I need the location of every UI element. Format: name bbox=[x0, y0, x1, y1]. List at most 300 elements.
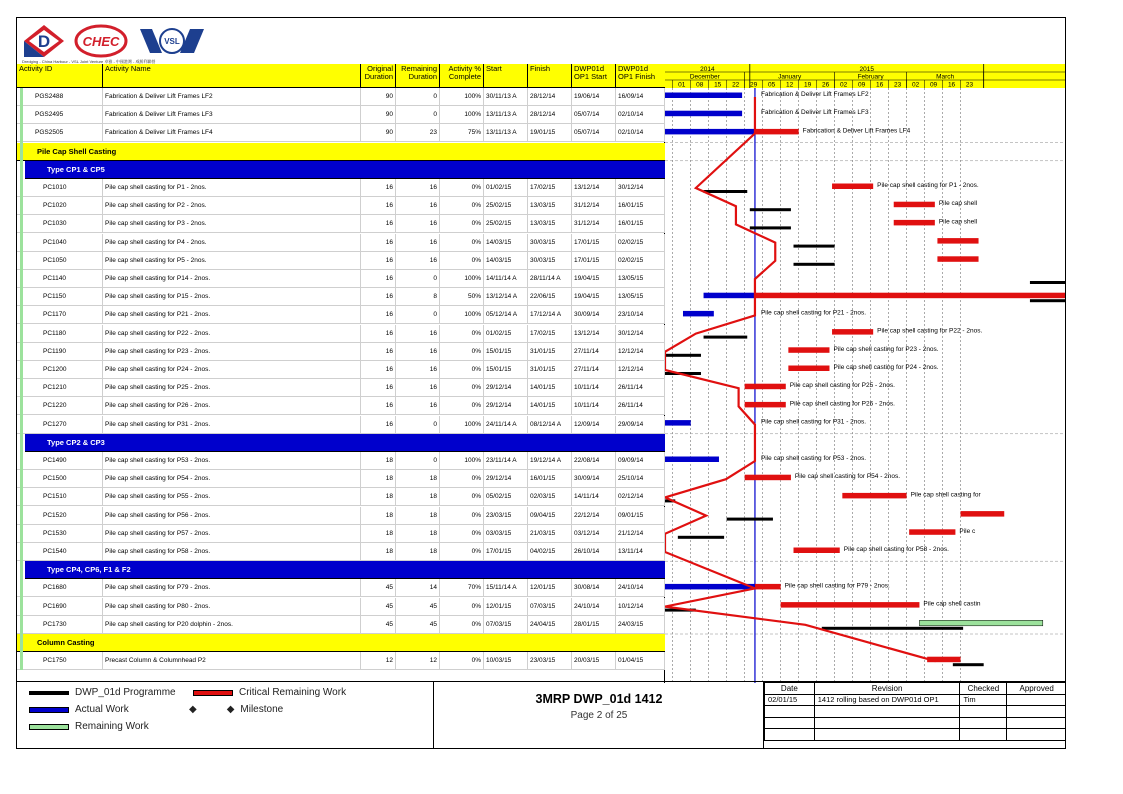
activity-name: Pile cap shell casting for P24 - 2nos. bbox=[103, 361, 361, 379]
activity-name: Pile cap shell casting for P5 - 2nos. bbox=[103, 252, 361, 270]
percent-complete: 50% bbox=[440, 288, 484, 306]
subgroup-header[interactable]: Type CP1 & CP5 bbox=[25, 161, 665, 179]
week-label: 19 bbox=[804, 81, 812, 89]
table-row[interactable] bbox=[17, 179, 665, 197]
finish-date: 31/01/15 bbox=[528, 343, 572, 361]
rev-header-revision: Revision bbox=[814, 683, 960, 695]
op1-start: 17/01/15 bbox=[572, 234, 616, 252]
remaining-duration: 18 bbox=[396, 543, 440, 561]
bar-label: Pile cap shell casting for P24 - 2nos. bbox=[833, 364, 939, 371]
finish-date: 30/03/15 bbox=[528, 252, 572, 270]
baseline-bar bbox=[953, 663, 984, 666]
remaining-duration: 0 bbox=[396, 270, 440, 288]
rev-header-approved: Approved bbox=[1007, 683, 1066, 695]
table-row[interactable] bbox=[17, 543, 665, 561]
remaining-duration: 16 bbox=[396, 325, 440, 343]
activity-name: Pile cap shell casting for P23 - 2nos. bbox=[103, 343, 361, 361]
op1-finish: 10/12/14 bbox=[616, 598, 665, 616]
finish-date: 07/03/15 bbox=[528, 598, 572, 616]
percent-complete: 100% bbox=[440, 88, 484, 106]
op1-start: 30/08/14 bbox=[572, 579, 616, 597]
original-duration: 16 bbox=[361, 234, 396, 252]
baseline-bar bbox=[1030, 281, 1066, 284]
start-date: 13/12/14 A bbox=[484, 288, 528, 306]
finish-date: 09/04/15 bbox=[528, 507, 572, 525]
col-op1-start[interactable]: DWP01d OP1 Start bbox=[572, 64, 616, 88]
week-label: 02 bbox=[840, 81, 848, 89]
op1-finish: 02/10/14 bbox=[616, 106, 665, 124]
col-remaining-duration[interactable]: Remaining Duration bbox=[396, 64, 440, 88]
activity-name: Pile cap shell casting for P53 - 2nos. bbox=[103, 452, 361, 470]
percent-complete: 0% bbox=[440, 543, 484, 561]
actual-bar bbox=[665, 129, 755, 135]
critical-bar bbox=[755, 293, 1066, 299]
actual-bar bbox=[665, 584, 755, 590]
original-duration: 16 bbox=[361, 252, 396, 270]
finish-date: 13/03/15 bbox=[528, 215, 572, 233]
op1-finish: 12/12/14 bbox=[616, 361, 665, 379]
remaining-duration: 23 bbox=[396, 124, 440, 142]
op1-start: 30/09/14 bbox=[572, 470, 616, 488]
table-row[interactable] bbox=[17, 379, 665, 397]
gantt-chart bbox=[665, 64, 1066, 683]
op1-finish: 13/11/14 bbox=[616, 543, 665, 561]
week-label: 23 bbox=[965, 81, 974, 89]
activity-name: Pile cap shell casting for P54 - 2nos. bbox=[103, 470, 361, 488]
week-label: 09 bbox=[929, 81, 938, 89]
start-date: 15/11/14 A bbox=[484, 579, 528, 597]
critical-bar bbox=[788, 366, 829, 372]
op1-finish: 25/10/14 bbox=[616, 470, 665, 488]
col-original-duration[interactable]: Original Duration bbox=[361, 64, 396, 88]
col-op1-finish[interactable]: DWP01d OP1 Finish bbox=[618, 64, 656, 81]
percent-complete: 100% bbox=[440, 106, 484, 124]
percent-complete: 0% bbox=[440, 488, 484, 506]
activity-id: PC1190 bbox=[17, 343, 103, 361]
remaining-bar bbox=[919, 620, 1042, 626]
original-duration: 18 bbox=[361, 507, 396, 525]
original-duration: 16 bbox=[361, 215, 396, 233]
finish-date: 04/02/15 bbox=[528, 543, 572, 561]
critical-bar bbox=[842, 493, 906, 499]
activity-id: PC1750 bbox=[17, 652, 103, 670]
percent-complete: 0% bbox=[440, 397, 484, 415]
rev-header-checked: Checked bbox=[960, 683, 1007, 695]
original-duration: 90 bbox=[361, 88, 396, 106]
finish-date: 17/02/15 bbox=[528, 325, 572, 343]
legend-actual bbox=[29, 704, 129, 715]
start-date: 15/01/15 bbox=[484, 343, 528, 361]
remaining-duration: 12 bbox=[396, 652, 440, 670]
op1-start: 13/12/14 bbox=[572, 325, 616, 343]
activity-id: PC1140 bbox=[17, 270, 103, 288]
baseline-bar bbox=[750, 208, 791, 211]
table-row[interactable] bbox=[17, 306, 665, 324]
gantt-svg bbox=[665, 64, 1066, 683]
svg-text:CHEC: CHEC bbox=[82, 34, 120, 49]
percent-complete: 0% bbox=[440, 343, 484, 361]
percent-complete: 0% bbox=[440, 470, 484, 488]
finish-date: 30/03/15 bbox=[528, 234, 572, 252]
table-row[interactable] bbox=[17, 288, 665, 306]
op1-start: 31/12/14 bbox=[572, 215, 616, 233]
bar-label: Pile cap shell casting for P21 - 2nos. bbox=[760, 309, 867, 317]
table-row[interactable] bbox=[17, 507, 665, 525]
remaining-duration: 45 bbox=[396, 598, 440, 616]
activity-id: PC1050 bbox=[17, 252, 103, 270]
baseline-bar bbox=[794, 263, 835, 266]
percent-complete: 0% bbox=[440, 616, 484, 634]
legend-remaining bbox=[29, 721, 149, 732]
table-row[interactable] bbox=[17, 343, 665, 361]
month-label: January bbox=[778, 73, 802, 81]
legend-programme bbox=[29, 687, 176, 698]
rev-checked: Tim bbox=[960, 694, 1007, 706]
start-date: 14/03/15 bbox=[484, 234, 528, 252]
op1-start: 12/09/14 bbox=[572, 416, 616, 434]
start-date: 13/11/13 A bbox=[484, 106, 528, 124]
op1-finish: 02/12/14 bbox=[616, 488, 665, 506]
col-finish[interactable]: Finish bbox=[528, 64, 572, 88]
finish-date: 28/11/14 A bbox=[528, 270, 572, 288]
original-duration: 18 bbox=[361, 488, 396, 506]
activity-name: Pile cap shell casting for P55 - 2nos. bbox=[103, 488, 361, 506]
critical-bar bbox=[894, 220, 935, 226]
activity-id: PC1170 bbox=[17, 306, 103, 324]
original-duration: 18 bbox=[361, 470, 396, 488]
table-row[interactable] bbox=[17, 616, 665, 634]
week-label: 02 bbox=[911, 81, 920, 89]
year-label: 2014 bbox=[700, 66, 715, 73]
start-date: 01/02/15 bbox=[484, 325, 528, 343]
start-date: 25/02/15 bbox=[484, 215, 528, 233]
original-duration: 90 bbox=[361, 124, 396, 142]
finish-date: 17/12/14 A bbox=[528, 306, 572, 324]
op1-start: 05/07/14 bbox=[572, 106, 616, 124]
critical-bar bbox=[894, 202, 935, 208]
finish-date: 13/03/15 bbox=[528, 197, 572, 215]
remaining-duration: 16 bbox=[396, 252, 440, 270]
op1-finish: 30/12/14 bbox=[616, 325, 665, 343]
activity-name: Pile cap shell casting for P21 - 2nos. bbox=[103, 306, 361, 324]
activity-name: Fabrication & Deliver Lift Frames LF4 bbox=[103, 124, 361, 142]
percent-complete: 100% bbox=[440, 306, 484, 324]
week-label: 26 bbox=[822, 81, 830, 89]
rev-date: 02/01/15 bbox=[765, 694, 815, 706]
op1-finish: 13/05/15 bbox=[616, 270, 665, 288]
remaining-duration: 18 bbox=[396, 507, 440, 525]
activity-table bbox=[17, 64, 665, 683]
table-row[interactable] bbox=[17, 416, 665, 434]
finish-date: 23/03/15 bbox=[528, 652, 572, 670]
percent-complete: 0% bbox=[440, 215, 484, 233]
op1-start: 28/01/15 bbox=[572, 616, 616, 634]
table-row[interactable] bbox=[17, 270, 665, 288]
op1-finish: 02/10/14 bbox=[616, 124, 665, 142]
remaining-duration: 16 bbox=[396, 379, 440, 397]
op1-finish: 16/01/15 bbox=[616, 197, 665, 215]
critical-bar bbox=[745, 384, 786, 390]
baseline-bar bbox=[678, 536, 724, 539]
activity-name: Pile cap shell casting for P4 - 2nos. bbox=[103, 234, 361, 252]
week-label: 01 bbox=[678, 81, 686, 89]
start-date: 29/12/14 bbox=[484, 397, 528, 415]
table-row[interactable] bbox=[17, 470, 665, 488]
week-label: 29 bbox=[750, 81, 758, 89]
op1-finish: 23/10/14 bbox=[616, 306, 665, 324]
op1-start: 14/11/14 bbox=[572, 488, 616, 506]
activity-id: PC1530 bbox=[17, 525, 103, 543]
original-duration: 16 bbox=[361, 397, 396, 415]
baseline-bar bbox=[750, 226, 791, 229]
legend-programme-label: DWP_01d Programme bbox=[75, 687, 176, 698]
percent-complete: 100% bbox=[440, 452, 484, 470]
title-block bbox=[434, 682, 764, 749]
bar-label: Pile cap shell casting for P22 - 2nos. bbox=[877, 327, 983, 335]
activity-id: PC1540 bbox=[17, 543, 103, 561]
activity-id: PGS2505 bbox=[17, 124, 103, 142]
finish-date: 31/01/15 bbox=[528, 361, 572, 379]
chec-logo bbox=[74, 23, 128, 59]
finish-date: 17/02/15 bbox=[528, 179, 572, 197]
week-label: 23 bbox=[893, 81, 902, 89]
op1-start: 22/08/14 bbox=[572, 452, 616, 470]
activity-name: Pile cap shell casting for P3 - 2nos. bbox=[103, 215, 361, 233]
percent-complete: 0% bbox=[440, 379, 484, 397]
remaining-duration: 18 bbox=[396, 488, 440, 506]
legend-milestone bbox=[189, 704, 283, 715]
logo-caption: Dredging - China Harbour - VSL Joint Venture 卓雅 - 中國港灣 - 威勝利聯營 bbox=[22, 59, 156, 64]
finish-date: 14/01/15 bbox=[528, 379, 572, 397]
start-date: 15/01/15 bbox=[484, 361, 528, 379]
legend-actual-label: Actual Work bbox=[75, 704, 129, 715]
dredging-logo bbox=[22, 23, 66, 59]
actual-bar bbox=[704, 293, 755, 299]
bar-label: Pile cap shell casting for P31 - 2nos. bbox=[760, 418, 867, 426]
original-duration: 18 bbox=[361, 543, 396, 561]
bar-label: Pile cap shell castin bbox=[923, 600, 981, 608]
percent-complete: 0% bbox=[440, 234, 484, 252]
activity-id: PC1040 bbox=[17, 234, 103, 252]
page-number: Page 2 of 25 bbox=[570, 710, 628, 721]
year-label: 2015 bbox=[859, 66, 874, 73]
critical-bar bbox=[937, 238, 978, 244]
outline-strip bbox=[20, 88, 23, 670]
table-row[interactable] bbox=[17, 325, 665, 343]
table-row[interactable] bbox=[17, 452, 665, 470]
table-row[interactable] bbox=[17, 525, 665, 543]
finish-date: 14/01/15 bbox=[528, 397, 572, 415]
actual-bar bbox=[665, 111, 742, 117]
activity-id: PC1510 bbox=[17, 488, 103, 506]
col-activity-pct[interactable]: Activity % Complete bbox=[440, 64, 484, 88]
start-date: 17/01/15 bbox=[484, 543, 528, 561]
bar-label: Fabrication & Deliver Lift Frames LF3 bbox=[760, 109, 869, 117]
legend bbox=[17, 682, 434, 749]
subgroup-header[interactable]: Type CP2 & CP3 bbox=[25, 434, 665, 452]
original-duration: 16 bbox=[361, 379, 396, 397]
op1-start: 26/10/14 bbox=[572, 543, 616, 561]
op1-finish: 09/09/14 bbox=[616, 452, 665, 470]
start-date: 03/03/15 bbox=[484, 525, 528, 543]
gantt-sheet bbox=[16, 17, 1066, 749]
baseline-bar bbox=[794, 245, 835, 248]
start-date: 05/12/14 A bbox=[484, 306, 528, 324]
finish-date: 24/04/15 bbox=[528, 616, 572, 634]
actual-swatch bbox=[29, 707, 69, 713]
original-duration: 16 bbox=[361, 270, 396, 288]
week-label: 05 bbox=[768, 81, 776, 89]
activity-id: PC1210 bbox=[17, 379, 103, 397]
start-date: 05/02/15 bbox=[484, 488, 528, 506]
col-activity-id[interactable]: Activity ID bbox=[17, 64, 103, 88]
original-duration: 18 bbox=[361, 525, 396, 543]
op1-start: 24/10/14 bbox=[572, 598, 616, 616]
table-row[interactable] bbox=[17, 598, 665, 616]
activity-id: PC1030 bbox=[17, 215, 103, 233]
critical-bar bbox=[788, 347, 829, 353]
original-duration: 16 bbox=[361, 306, 396, 324]
op1-start: 10/11/14 bbox=[572, 397, 616, 415]
finish-date: 21/03/15 bbox=[528, 525, 572, 543]
remaining-duration: 16 bbox=[396, 215, 440, 233]
original-duration: 18 bbox=[361, 452, 396, 470]
activity-id: PC1490 bbox=[17, 452, 103, 470]
original-duration: 16 bbox=[361, 343, 396, 361]
remaining-duration: 16 bbox=[396, 361, 440, 379]
op1-start: 30/09/14 bbox=[572, 306, 616, 324]
percent-complete: 0% bbox=[440, 652, 484, 670]
original-duration: 45 bbox=[361, 579, 396, 597]
percent-complete: 0% bbox=[440, 252, 484, 270]
op1-start: 13/12/14 bbox=[572, 179, 616, 197]
start-date: 14/11/14 A bbox=[484, 270, 528, 288]
baseline-bar bbox=[1030, 299, 1066, 302]
op1-finish: 02/02/15 bbox=[616, 252, 665, 270]
table-row[interactable] bbox=[17, 397, 665, 415]
week-label: 09 bbox=[857, 81, 866, 89]
remaining-duration: 16 bbox=[396, 397, 440, 415]
remaining-swatch bbox=[29, 724, 69, 730]
percent-complete: 0% bbox=[440, 325, 484, 343]
activity-name: Pile cap shell casting for P31 - 2nos. bbox=[103, 416, 361, 434]
col-activity-name[interactable]: Activity Name bbox=[103, 64, 361, 88]
original-duration: 16 bbox=[361, 361, 396, 379]
table-row[interactable] bbox=[17, 579, 665, 597]
original-duration: 16 bbox=[361, 288, 396, 306]
op1-start: 19/04/15 bbox=[572, 270, 616, 288]
month-label: February bbox=[857, 73, 884, 81]
subgroup-header[interactable]: Type CP4, CP6, F1 & F2 bbox=[25, 561, 665, 579]
remaining-duration: 14 bbox=[396, 579, 440, 597]
bar-label: Pile cap shell casting for P1 - 2nos. bbox=[877, 182, 979, 189]
op1-finish: 12/12/14 bbox=[616, 343, 665, 361]
col-start[interactable]: Start bbox=[484, 64, 528, 88]
op1-start: 27/11/14 bbox=[572, 361, 616, 379]
bar-label: Pile cap shell casting for P25 - 2nos. bbox=[789, 382, 895, 390]
table-row[interactable] bbox=[17, 106, 665, 124]
remaining-duration: 45 bbox=[396, 616, 440, 634]
activity-name: Pile cap shell casting for P22 - 2nos. bbox=[103, 325, 361, 343]
activity-id: PC1500 bbox=[17, 470, 103, 488]
table-row[interactable] bbox=[17, 652, 665, 670]
original-duration: 90 bbox=[361, 106, 396, 124]
op1-finish: 02/02/15 bbox=[616, 234, 665, 252]
activity-id: PC1010 bbox=[17, 179, 103, 197]
milestone-icon: ◆ bbox=[226, 704, 235, 715]
start-date: 30/11/13 A bbox=[484, 88, 528, 106]
table-row[interactable] bbox=[17, 197, 665, 215]
op1-start: 19/04/15 bbox=[572, 288, 616, 306]
finish-date: 19/12/14 A bbox=[528, 452, 572, 470]
bar-label: Pile cap shell casting for bbox=[910, 491, 981, 499]
legend-remaining-label: Remaining Work bbox=[75, 721, 149, 732]
remaining-duration: 18 bbox=[396, 470, 440, 488]
activity-id: PC1270 bbox=[17, 416, 103, 434]
actual-bar bbox=[665, 93, 742, 99]
document-title: 3MRP DWP_01d 1412 bbox=[535, 692, 663, 706]
start-date: 24/11/14 A bbox=[484, 416, 528, 434]
table-row[interactable] bbox=[17, 88, 665, 106]
critical-bar bbox=[937, 256, 978, 262]
activity-id: PC1690 bbox=[17, 598, 103, 616]
table-row[interactable] bbox=[17, 488, 665, 506]
start-date: 23/11/14 A bbox=[484, 452, 528, 470]
percent-complete: 100% bbox=[440, 270, 484, 288]
table-row[interactable] bbox=[17, 234, 665, 252]
finish-date: 08/12/14 A bbox=[528, 416, 572, 434]
table-row[interactable] bbox=[17, 124, 665, 142]
bar-label: Pile c bbox=[959, 527, 976, 535]
op1-start: 19/06/14 bbox=[572, 88, 616, 106]
table-row[interactable] bbox=[17, 361, 665, 379]
start-date: 29/12/14 bbox=[484, 379, 528, 397]
critical-bar bbox=[781, 602, 920, 608]
week-label: 12 bbox=[786, 81, 794, 89]
remaining-duration: 0 bbox=[396, 106, 440, 124]
table-row[interactable] bbox=[17, 215, 665, 233]
op1-start: 05/07/14 bbox=[572, 124, 616, 142]
activity-id: PC1020 bbox=[17, 197, 103, 215]
remaining-duration: 8 bbox=[396, 288, 440, 306]
critical-bar bbox=[755, 129, 799, 135]
original-duration: 16 bbox=[361, 179, 396, 197]
op1-start: 22/12/14 bbox=[572, 507, 616, 525]
start-date: 10/03/15 bbox=[484, 652, 528, 670]
programme-swatch bbox=[29, 691, 69, 695]
finish-date: 02/03/15 bbox=[528, 488, 572, 506]
activity-name: Precast Column & Columnhead P2 bbox=[103, 652, 361, 670]
percent-complete: 0% bbox=[440, 525, 484, 543]
op1-finish: 09/01/15 bbox=[616, 507, 665, 525]
op1-start: 31/12/14 bbox=[572, 197, 616, 215]
op1-start: 27/11/14 bbox=[572, 343, 616, 361]
activity-name: Pile cap shell casting for P2 - 2nos. bbox=[103, 197, 361, 215]
legend-milestone-label: Milestone bbox=[240, 704, 284, 715]
week-label: 22 bbox=[732, 81, 740, 89]
table-row[interactable] bbox=[17, 252, 665, 270]
activity-name: Fabrication & Deliver Lift Frames LF3 bbox=[103, 106, 361, 124]
group-header[interactable]: Column Casting bbox=[17, 634, 665, 652]
actual-bar bbox=[665, 457, 719, 463]
finish-date: 22/06/15 bbox=[528, 288, 572, 306]
start-date: 29/12/14 bbox=[484, 470, 528, 488]
bar-label: Pile cap shell casting for P26 - 2nos. bbox=[789, 400, 895, 408]
start-date: 12/01/15 bbox=[484, 598, 528, 616]
critical-bar bbox=[832, 184, 873, 190]
remaining-duration: 0 bbox=[396, 88, 440, 106]
group-header[interactable]: Pile Cap Shell Casting bbox=[17, 143, 665, 161]
